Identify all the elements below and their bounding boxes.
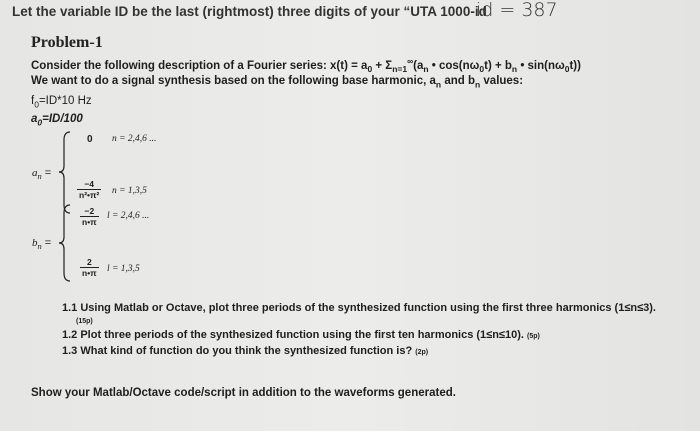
an-eq: = bbox=[41, 167, 52, 179]
sub-n-b: n bbox=[511, 64, 518, 75]
bn-case2-num: 2 bbox=[86, 257, 92, 267]
fourier-description bbox=[31, 56, 581, 74]
a-symbol: a bbox=[31, 113, 38, 125]
f0-definition bbox=[31, 95, 92, 109]
sub-zero-sin: 0 bbox=[564, 64, 570, 75]
sub-n-eq-1: n=1 bbox=[392, 64, 408, 75]
an-case2-den: n²•π² bbox=[79, 189, 100, 200]
sub-zero-cos: 0 bbox=[479, 64, 485, 75]
handwritten-id: id = 387 bbox=[476, 0, 558, 21]
bn-case1-num: −2 bbox=[84, 206, 95, 216]
task-1-1: 1.1 Using Matlab or Octave, plot three periods of the synthesized function using the first three harmonics (1≤n≤3). bbox=[62, 302, 656, 314]
bn-case2-cond: l = 1,3,5 bbox=[107, 264, 140, 274]
fourier-open: (a bbox=[413, 59, 424, 72]
task-1-3-text: 1.3 What kind of function do you think the synthesized function is? bbox=[62, 345, 413, 357]
sigma: + Σ bbox=[372, 59, 393, 72]
sin-term: • sin(nω bbox=[517, 59, 565, 72]
bn-brace bbox=[58, 203, 72, 283]
bn-case2-fraction bbox=[80, 258, 99, 277]
values-text: values: bbox=[480, 75, 524, 87]
cos-term: • cos(nω bbox=[428, 59, 480, 72]
an-case2-fraction bbox=[77, 180, 101, 199]
bn-case1-fraction bbox=[80, 207, 99, 226]
synthesis-text: We want to do a signal synthesis based on the following base harmonic, a bbox=[31, 75, 436, 87]
plus-b: t) + b bbox=[484, 59, 512, 72]
and-b: and b bbox=[441, 75, 475, 87]
a0-definition bbox=[31, 113, 83, 127]
problem-title: Problem-1 bbox=[31, 34, 103, 51]
bn-eq: = bbox=[41, 237, 52, 249]
bn-case1-cond: l = 2,4,6 ... bbox=[107, 211, 150, 221]
task-1-2 bbox=[62, 329, 540, 341]
bn-case1-den: n•π bbox=[82, 216, 97, 227]
an-case1-value: 0 bbox=[87, 134, 93, 145]
an-a: a bbox=[32, 167, 38, 179]
task-1-3-points: (2p) bbox=[415, 349, 429, 356]
task-1-2-points: (5p) bbox=[526, 333, 540, 340]
a0-value: =ID/100 bbox=[42, 113, 83, 125]
fourier-close: t)) bbox=[569, 59, 581, 72]
bn-case2-den: n•π bbox=[82, 267, 97, 278]
instruction-text: Let the variable ID be the last (rightmost) three digits of your “UTA 1000-id bbox=[12, 4, 487, 19]
an-case1-cond: n = 2,4,6 ... bbox=[112, 134, 157, 144]
f-symbol: f bbox=[31, 95, 35, 107]
sub-n-a: n bbox=[423, 64, 429, 75]
bn-b: b bbox=[32, 237, 38, 249]
sub-n-b2: n bbox=[475, 79, 481, 90]
an-case2-num: −4 bbox=[84, 179, 95, 189]
sub-zero-a: 0 bbox=[37, 117, 43, 128]
task-1-2-text: 1.2 Plot three periods of the synthesized function using the first ten harmonics (1≤n≤10). bbox=[62, 329, 524, 341]
task-1-1-points: (15p) bbox=[76, 318, 93, 325]
sub-zero-f: 0 bbox=[34, 99, 39, 110]
f0-value: =ID*10 Hz bbox=[38, 95, 92, 107]
an-case2-cond: n = 1,3,5 bbox=[112, 186, 147, 196]
sub-n-a2: n bbox=[435, 79, 442, 90]
bn-label bbox=[32, 237, 51, 251]
synthesis-description bbox=[31, 75, 523, 89]
task-1-3 bbox=[62, 345, 428, 357]
sup-infinity: ∞ bbox=[407, 56, 414, 66]
footer-instruction: Show your Matlab/Octave code/script in addition to the waveforms generated. bbox=[31, 387, 456, 399]
fourier-prefix: Consider the following description of a Fourier series: x(t) = a bbox=[31, 59, 368, 72]
an-sub: n bbox=[37, 171, 42, 182]
bn-sub: n bbox=[37, 241, 42, 252]
an-label bbox=[32, 167, 51, 181]
sub-zero: 0 bbox=[367, 64, 373, 75]
